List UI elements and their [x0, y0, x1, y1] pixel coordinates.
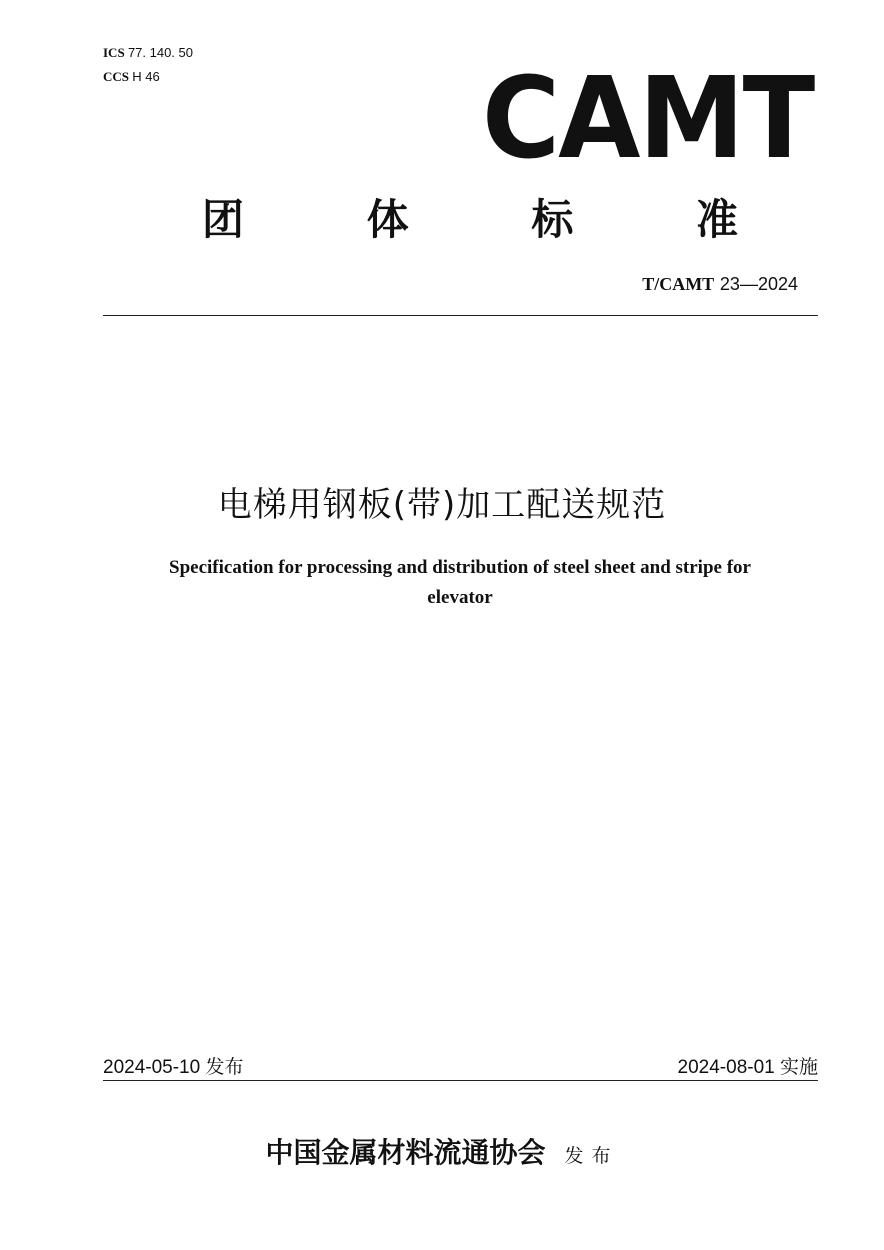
title-chinese: 电梯用钢板(带)加工配送规范 [217, 485, 667, 525]
ics-code [103, 41, 193, 65]
ccs-value: H 46 [132, 69, 160, 84]
ccs-code [103, 65, 193, 89]
implement-date: 2024-08-01 实施 [677, 1057, 818, 1078]
standard-type-char: 准 [695, 195, 738, 244]
camt-logo: CAMT [482, 54, 814, 184]
title-english: Specification for processing and distribution of steel sheet and stripe for elevator [169, 557, 751, 608]
ccs-label: CCS [103, 69, 130, 84]
standard-type-char: 标 [531, 195, 574, 244]
classification-codes [103, 41, 193, 89]
issuer-organization: 中国金属材料流通协会 [265, 1136, 546, 1169]
standard-number-prefix: T/CAMT [642, 274, 715, 294]
standard-number [642, 272, 798, 297]
issuer-line [0, 1133, 884, 1176]
standard-type-heading [190, 190, 750, 250]
publish-date: 2024-05-10 发布 [103, 1057, 244, 1078]
standard-number-suffix: 23—2024 [719, 274, 798, 294]
top-divider [103, 315, 818, 316]
ics-value: 77. 140. 50 [127, 45, 193, 60]
standard-type-char: 体 [366, 195, 409, 244]
issuer-action: 发布 [564, 1145, 619, 1167]
standard-type-char: 团 [202, 195, 245, 244]
ics-label: ICS [103, 45, 125, 60]
bottom-divider [103, 1080, 818, 1081]
